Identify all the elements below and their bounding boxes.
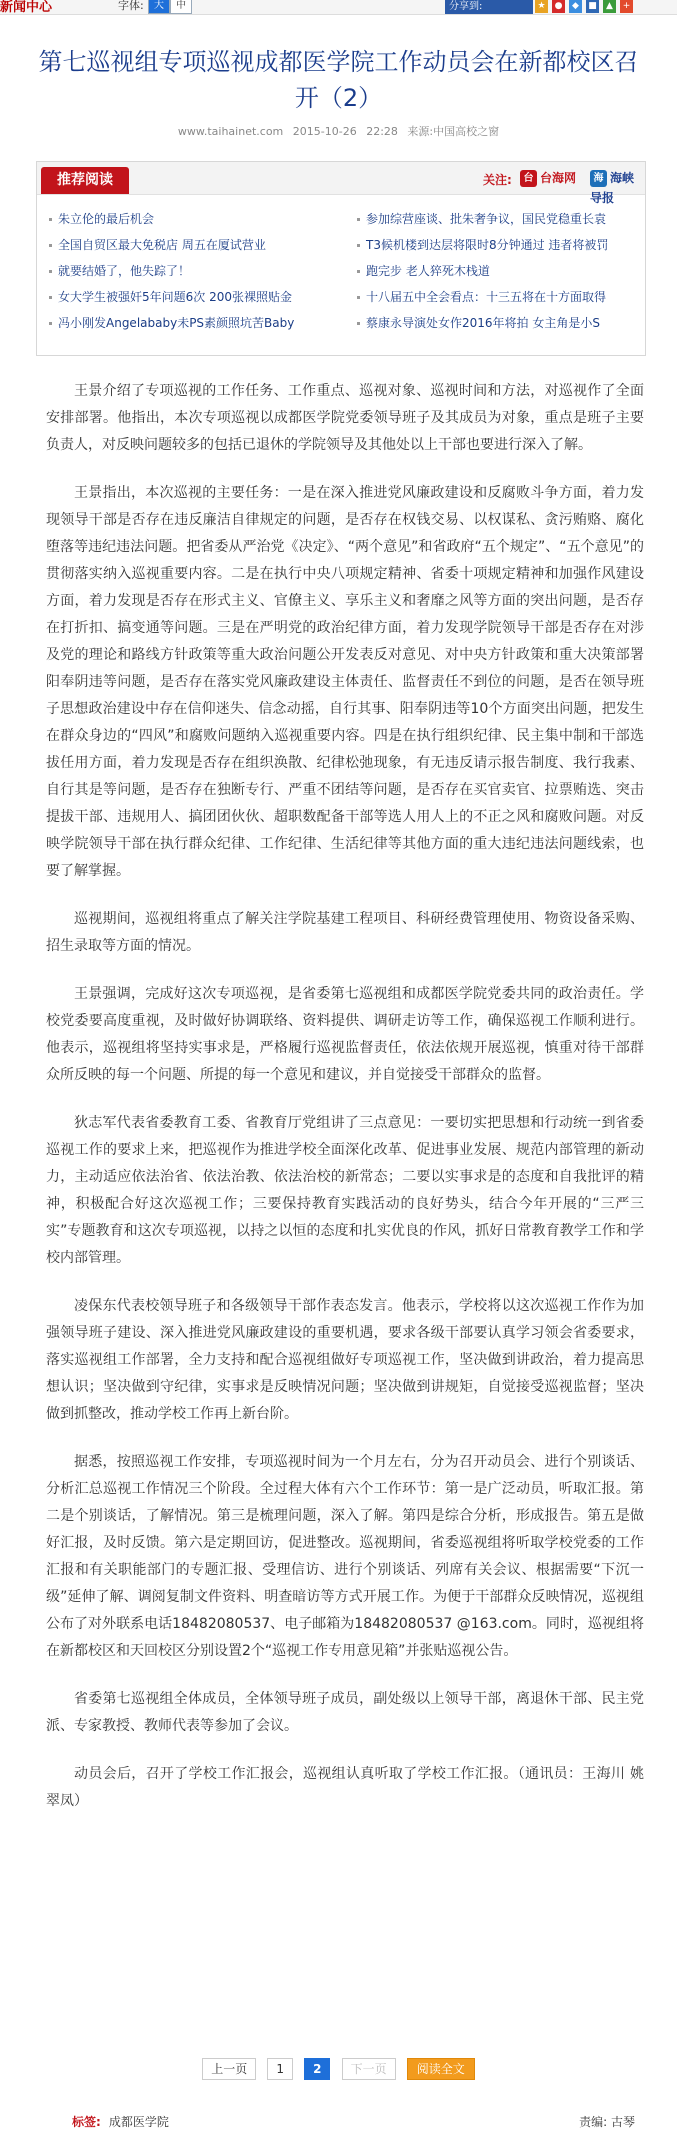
article-paragraph: 王景强调，完成好这次专项巡视，是省委第七巡视组和成都医学院党委共同的政治责任。学校党委要高度重视，及时做好协调联络、资料提供、调研走访等工作，确保巡视工作顺利进行。他表示，巡视组将坚持实事求是，严格履行巡视监督责任，依法依规开展巡视，慎重对待干部群众所反映的每一个问题、所提的每一个意见和建议，并自觉接受干部群众的监督。 bbox=[46, 986, 644, 1083]
list-item[interactable] bbox=[47, 258, 337, 284]
article-editor bbox=[579, 2113, 635, 2130]
bullet-icon bbox=[49, 322, 52, 325]
share-renren-icon[interactable]: ■ bbox=[586, 0, 599, 13]
list-item-text: 就要结婚了，他失踪了！ bbox=[58, 264, 191, 278]
taihai-logo[interactable] bbox=[520, 168, 576, 188]
tags-label: 标签: bbox=[72, 2115, 101, 2129]
share-qzone-icon[interactable]: ★ bbox=[535, 0, 548, 13]
taihai-logo-text: 台海网 bbox=[540, 171, 577, 185]
article-paragraph: 王景指出，本次巡视的主要任务：一是在深入推进党风廉政建设和反腐败斗争方面，着力发现领导干部是否存在违反廉洁自律规定的问题，是否存在权钱交易、以权谋私、贪污贿赂、腐化堕落等违纪违法问题。把省委从严治党《决定》、“两个意见”和省政府“五个规定”、“五个意见”的贯彻落实纳入巡视重要内容。二是在执行中央八项规定精神、省委十项规定精神和加强作风建设方面，着力发现是否存在形式主义、官僚主义、享乐主义和奢靡之风等方面的突出问题，是否存在打折扣、搞变通等问题。三是在严明党的政治纪律方面，着力发现学院领导干部是否存在对涉及党的理论和路线方针政策等重大政治问题公开发表反对意见、对中央方针政策和重大决策部署阳奉阴违等问题，是否存在落实党风廉政建设主体责任、监督责任不到位的问题，是否在领导班子思想政治建设中存在信仰迷失、信念动摇，自行其事、阳奉阴违等10个方面突出问题，把发生在群众身边的“四风”和腐败问题纳入巡视重要内容。四是在执行组织纪律、民主集中制和干部选拔任用方面，着力发现是否存在组织涣散、纪律松弛现象，有无违反请示报告制度、我行我素、自行其是等问题，是否存在独断专行、严重不团结等问题，是否存在买官卖官、拉票贿选、突击提拔干部、违规用人、搞团团伙伙、超职数配备干部等选人用人上的不正之风和腐败问题。对反映学院领导干部在执行群众纪律、工作纪律、生活纪律等其他方面的重大违纪违法问题线索，也要了解掌握。 bbox=[46, 485, 644, 879]
haixia-logo[interactable] bbox=[590, 168, 645, 205]
list-item-text: T3候机楼到达层将限时8分钟通过 违者将被罚 bbox=[366, 238, 609, 252]
list-item-text: 女大学生被强奸5年问题6次 200张裸照贴金 bbox=[58, 290, 292, 304]
article-paragraph: 动员会后，召开了学校工作汇报会，巡视组认真听取了学校工作汇报。（通讯员：王海川 姚翠凤） bbox=[46, 1766, 644, 1809]
list-item[interactable] bbox=[355, 232, 641, 258]
bullet-icon bbox=[357, 218, 360, 221]
bullet-icon bbox=[49, 244, 52, 247]
article-paragraph: 据悉，按照巡视工作安排，专项巡视时间为一个月左右，分为召开动员会、进行个别谈话、分析汇总巡视工作情况三个阶段。全过程大体有六个工作环节：第一是广泛动员，听取汇报。第二是个别谈话，了解情况。第三是梳理问题，深入了解。第四是综合分析，形成报告。第五是做好汇报，及时反馈。第六是定期回访，促进整改。巡视期间，省委巡视组将听取学校党委的工作汇报和有关职能部门的专题汇报、受理信访、进行个别谈话、列席有关会议、根据需要“下沉一级”延伸了解、调阅复制文件资料、明查暗访等方式开展工作。为便于干部群众反映情况，巡视组公布了对外联系电话18482080537、电子邮箱为18482080537 @163.com。同时，巡视组将在新都校区和天回校区分别设置2个“巡视工作专用意见箱”并张贴巡视公告。 bbox=[46, 1454, 644, 1659]
list-item[interactable] bbox=[355, 258, 641, 284]
recommended-header bbox=[37, 162, 645, 205]
pagination bbox=[0, 2058, 677, 2082]
list-item[interactable] bbox=[47, 206, 337, 232]
article-paragraph: 狄志军代表省委教育工委、省教育厅党组讲了三点意见：一要切实把思想和行动统一到省委巡视工作的要求上来，把巡视作为推进学校全面深化改革、促进事业发展、规范内部管理的新动力，主动适应依法治省、依法治教、依法治校的新常态；二要以实事求是的态度和自我批评的精神，积极配合好这次巡视工作；三要保持教育实践活动的良好势头，结合今年开展的“三严三实”专题教育和这次专项巡视，以持之以恒的态度和扎实优良的作风，抓好日常教育教学工作和学校内部管理。 bbox=[46, 1115, 644, 1266]
top-toolbar bbox=[0, 0, 677, 15]
list-item[interactable] bbox=[355, 206, 641, 232]
recommended-tab[interactable]: 推荐阅读 bbox=[41, 167, 129, 194]
bullet-icon bbox=[49, 218, 52, 221]
recommended-reading-box bbox=[36, 161, 646, 356]
list-item[interactable] bbox=[355, 284, 641, 310]
site-brand[interactable]: 新闻中心 bbox=[0, 0, 53, 15]
source-label: 来源: bbox=[407, 125, 434, 138]
bullet-icon bbox=[49, 270, 52, 273]
bullet-icon bbox=[357, 244, 360, 247]
article-meta bbox=[0, 123, 677, 139]
list-item[interactable] bbox=[355, 310, 641, 336]
site-url[interactable]: www.taihainet.com bbox=[177, 125, 284, 138]
list-item[interactable] bbox=[47, 232, 337, 258]
recommended-list-left bbox=[47, 206, 337, 336]
list-item-text: 十八届五中全会看点：十三五将在十方面取得 bbox=[366, 290, 607, 304]
page-1-link[interactable]: 1 bbox=[267, 2058, 293, 2080]
next-page-button[interactable]: 下一页 bbox=[342, 2058, 396, 2080]
publish-time: 2015-10-26 22:28 bbox=[292, 125, 398, 138]
bullet-icon bbox=[357, 270, 360, 273]
article-paragraph: 巡视期间，巡视组将重点了解关注学院基建工程项目、科研经费管理使用、物资设备采购、招生录取等方面的情况。 bbox=[46, 911, 644, 954]
list-item-text: 全国自贸区最大免税店 周五在厦试营业 bbox=[58, 238, 266, 252]
bullet-icon bbox=[357, 296, 360, 299]
article-body bbox=[46, 378, 644, 1836]
prev-page-button[interactable]: 上一页 bbox=[202, 2058, 256, 2080]
article-paragraph: 凌保东代表校领导班子和各级领导干部作表态发言。他表示，学校将以这次巡视工作作为加强领导班子建设、深入推进党风廉政建设的重要机遇，要求各级干部要认真学习领会省委要求，落实巡视组工作部署，全力支持和配合巡视组做好专项巡视工作，坚决做到讲政治，着力提高思想认识；坚决做到守纪律，实事求是反映情况问题；坚决做到讲规矩，自觉接受巡视监督；坚决做到抓整改，推动学校工作再上新台阶。 bbox=[46, 1298, 644, 1422]
read-full-text-button[interactable]: 阅读全文 bbox=[407, 2058, 475, 2080]
page-2-current[interactable]: 2 bbox=[304, 2058, 330, 2080]
share-douban-icon[interactable]: ▲ bbox=[603, 0, 616, 13]
bullet-icon bbox=[49, 296, 52, 299]
article-tags bbox=[72, 2113, 169, 2130]
share-tencent-icon[interactable]: ◆ bbox=[569, 0, 582, 13]
haixia-logo-icon: 海 bbox=[590, 170, 607, 187]
font-medium-button[interactable]: 中 bbox=[170, 0, 192, 14]
article-paragraph: 王景介绍了专项巡视的工作任务、工作重点、巡视对象、巡视时间和方法，对巡视作了全面安排部署。他指出，本次专项巡视以成都医学院党委领导班子及其成员为对象，重点是班子主要负责人，对反映问题较多的包括已退休的学院领导及其他处以上干部也要进行深入了解。 bbox=[46, 383, 644, 453]
list-item-text: 蔡康永导演处女作2016年将拍 女主角是小S bbox=[366, 316, 600, 330]
list-item-text: 跑完步 老人猝死木栈道 bbox=[366, 264, 490, 278]
editor-label: 责编: bbox=[579, 2115, 608, 2129]
article-title: 第七巡视组专项巡视成都医学院工作动员会在新都校区召开（2） bbox=[38, 48, 639, 112]
haixia-logo-text: 海峡导报 bbox=[590, 171, 635, 205]
taihai-logo-icon: 台 bbox=[520, 170, 537, 187]
share-weibo-icon[interactable]: ● bbox=[552, 0, 565, 13]
source-name: 中国高校之窗 bbox=[433, 125, 500, 138]
article-paragraph: 省委第七巡视组全体成员，全体领导班子成员，副处级以上领导干部，离退休干部、民主党派、专家教授、教师代表等参加了会议。 bbox=[46, 1691, 644, 1734]
font-size-label: 字体: bbox=[118, 0, 144, 12]
list-item-text: 参加综营座谈、批朱奢争议，国民党稳重长袁 bbox=[366, 212, 607, 226]
list-item-text: 冯小刚发Angelababy未PS素颜照坑苦Baby bbox=[58, 316, 295, 330]
list-item[interactable] bbox=[47, 284, 337, 310]
editor-name: 古琴 bbox=[610, 2115, 635, 2129]
font-large-button[interactable]: 大 bbox=[148, 0, 170, 14]
list-item[interactable] bbox=[47, 310, 337, 336]
list-item-text: 朱立伦的最后机会 bbox=[58, 212, 155, 226]
tag-link[interactable]: 成都医学院 bbox=[108, 2115, 169, 2129]
recommended-list-right bbox=[355, 206, 641, 336]
share-more-icon[interactable]: + bbox=[620, 0, 633, 13]
share-label: 分享到: bbox=[445, 0, 533, 14]
follow-label: 关注: bbox=[483, 173, 512, 187]
bullet-icon bbox=[357, 322, 360, 325]
